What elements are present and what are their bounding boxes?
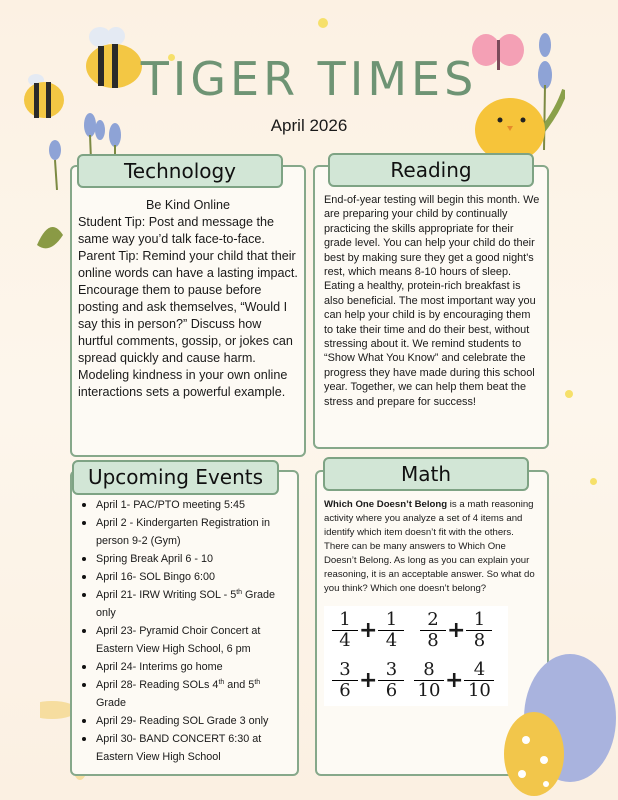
technology-heading: Technology [77, 154, 283, 188]
newsletter-title: TIGER TIMES [140, 52, 478, 106]
event-item: April 29- Reading SOL Grade 3 only [80, 712, 293, 730]
event-item: April 24- Interims go home [80, 658, 293, 676]
events-heading: Upcoming Events [72, 460, 279, 495]
fraction-problem: 8 10 + $\frac{4}{10}$ [414, 660, 494, 701]
events-box [70, 470, 299, 776]
fraction-problem: 1 4 + $\frac{1}{4}$ [332, 610, 404, 651]
fraction-problem: 3 6 + $\frac{3}{6}$ [332, 660, 404, 701]
fraction-problem: 2 8 + $\frac{1}{8}$ [420, 610, 492, 651]
reading-body: End-of-year testing will begin this month. We are preparing your child by continually practicing the skills appropriate for their grade level. You can help your child do their best by making sure they get a good night's rest, which means 8-10 hours of sleep. Eating a healthy, protein-rich breakfast is also beneficial. The most important way you can help your child is by encouraging them to take their time and do their best, without stressing about it. We remind students to “Show What You Know” and celebrate the progress they have made during this school year. Together, we can help them beat the stress and prepare for success! [324, 194, 540, 408]
fraction-problems [324, 606, 508, 706]
technology-subtitle: Be Kind Online [145, 198, 230, 212]
technology-box [70, 165, 306, 457]
event-item: April 2 - Kindergarten Registration in person 9-2 (Gym) [80, 514, 293, 550]
dot-decoration [590, 478, 597, 485]
dot-decoration [318, 18, 328, 28]
event-item: April 28- Reading SOLs 4th and 5th Grade [80, 676, 293, 712]
math-heading: Math [323, 457, 529, 491]
math-body: Which One Doesn’t Belong is a math reasoning activity where you analyze a set of 4 items and identify which item doesn’t fit with the others. There can be many answers to Which One Doesn’t Belong. As long as you can explain your reasoning, it is an acceptable answer. So what do you think? Which one doesn’t belong? [324, 499, 535, 594]
event-item: April 21- IRW Writing SOL - 5th Grade only [80, 586, 293, 622]
reading-heading: Reading [328, 153, 534, 187]
leaf-illustration [35, 215, 65, 255]
easter-eggs-illustration [500, 650, 618, 800]
technology-student-tip: Student Tip: Post and message the same way you’d talk face-to-face. [78, 215, 275, 246]
event-item: April 1- PAC/PTO meeting 5:45 [80, 496, 293, 514]
reading-box [313, 165, 549, 449]
event-item: Spring Break April 6 - 10 [80, 550, 293, 568]
dot-decoration [565, 390, 573, 398]
event-item: April 23- Pyramid Choir Concert at Eastern View High School, 6 pm [80, 622, 293, 658]
event-item: April 30- BAND CONCERT 6:30 at Eastern View High School [80, 730, 293, 766]
technology-parent-tip: Parent Tip: Remind your child that their online words can have a lasting impact. Encourage them to pause before posting and ask themselves, “Would I say this in person?” Discuss how hurtful comments, gossip, or jokes can spread quickly and cause harm. Modeling kindness in your own online interactions sets a powerful example. [78, 249, 298, 399]
newsletter-date: April 2026 [270, 116, 348, 135]
events-list [80, 496, 293, 766]
event-item: April 16- SOL Bingo 6:00 [80, 568, 293, 586]
